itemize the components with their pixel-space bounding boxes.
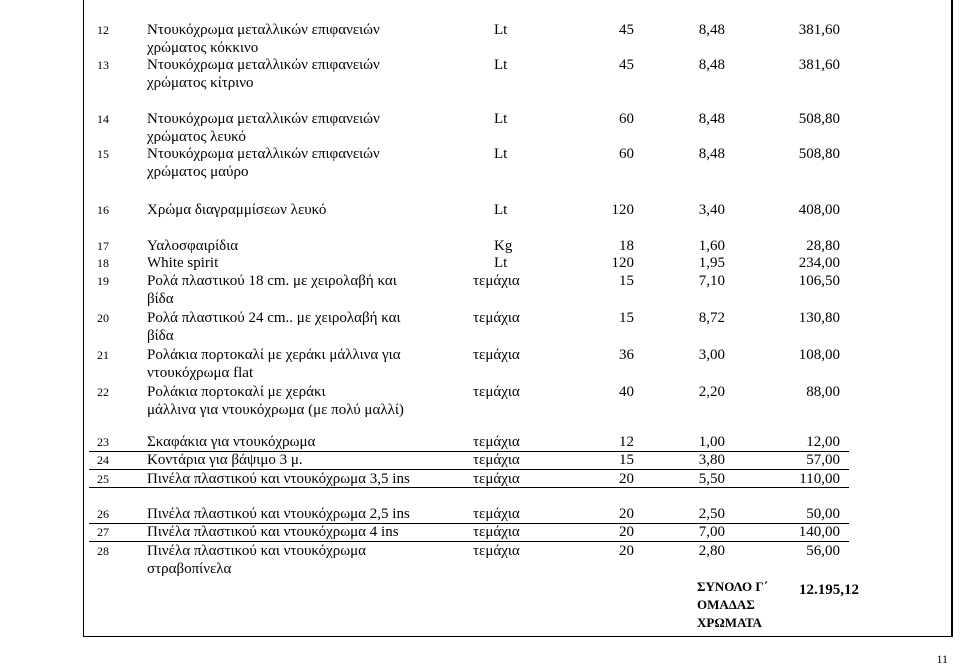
row-unit: τεμάχια bbox=[473, 434, 520, 450]
row-description: στραβοπίνελα bbox=[147, 561, 232, 577]
row-unit-price: 8,72 bbox=[698, 310, 725, 326]
row-number: 21 bbox=[97, 348, 109, 362]
row-total: 57,00 bbox=[806, 452, 840, 468]
row-unit-price: 8,48 bbox=[698, 22, 725, 38]
row-unit-price: 8,48 bbox=[698, 57, 725, 73]
row-total: 88,00 bbox=[806, 384, 840, 400]
row-quantity: 40 bbox=[619, 384, 634, 400]
row-quantity: 60 bbox=[619, 146, 634, 162]
row-unit-price: 1,00 bbox=[698, 434, 725, 450]
row-total: 50,00 bbox=[806, 506, 840, 522]
row-unit-price: 3,00 bbox=[698, 347, 725, 363]
row-description: χρώματος μαύρο bbox=[147, 164, 249, 180]
row-description: Πινέλα πλαστικού και ντουκόχρωμα 4 ins bbox=[147, 524, 399, 540]
row-total: 56,00 bbox=[806, 543, 840, 559]
row-unit-price: 8,48 bbox=[698, 146, 725, 162]
row-number: 14 bbox=[97, 112, 109, 126]
row-number: 15 bbox=[97, 147, 109, 161]
row-unit-price: 5,50 bbox=[698, 471, 725, 487]
row-number: 13 bbox=[97, 58, 109, 72]
row-description: χρώματος κίτρινο bbox=[147, 75, 254, 91]
row-total: 110,00 bbox=[799, 471, 840, 487]
row-quantity: 20 bbox=[619, 506, 634, 522]
row-unit-price: 1,60 bbox=[698, 238, 725, 254]
row-unit: Lt bbox=[494, 22, 508, 38]
row-unit-price: 3,80 bbox=[698, 452, 725, 468]
row-quantity: 20 bbox=[619, 524, 634, 540]
row-quantity: 15 bbox=[619, 273, 634, 289]
row-unit: τεμάχια bbox=[473, 506, 520, 522]
row-number: 12 bbox=[97, 23, 109, 37]
row-number: 22 bbox=[97, 385, 109, 399]
row-quantity: 45 bbox=[619, 57, 634, 73]
row-total: 381,60 bbox=[798, 22, 840, 38]
row-description: Ντουκόχρωμα μεταλλικών επιφανειών bbox=[147, 111, 380, 127]
row-number: 18 bbox=[97, 256, 109, 270]
row-description: Χρώμα διαγραμμίσεων λευκό bbox=[147, 202, 327, 218]
row-unit: Lt bbox=[494, 255, 508, 271]
summary-label-line-2: ΟΜΑΔΑΣ bbox=[697, 597, 755, 612]
row-total: 508,80 bbox=[798, 146, 840, 162]
row-unit: Lt bbox=[494, 146, 508, 162]
row-quantity: 18 bbox=[619, 238, 634, 254]
row-total: 381,60 bbox=[798, 57, 840, 73]
row-unit-price: 2,80 bbox=[698, 543, 725, 559]
row-number: 27 bbox=[97, 525, 109, 539]
row-quantity: 120 bbox=[611, 202, 634, 218]
row-description: Υαλοσφαιρίδια bbox=[147, 238, 239, 254]
row-number: 25 bbox=[97, 472, 109, 486]
row-description: βίδα bbox=[147, 291, 174, 307]
row-unit-price: 7,00 bbox=[698, 524, 725, 540]
row-description: χρώματος λευκό bbox=[147, 129, 246, 145]
row-total: 28,80 bbox=[806, 238, 840, 254]
row-unit: τεμάχια bbox=[473, 543, 520, 559]
row-total: 12,00 bbox=[806, 434, 840, 450]
row-unit: τεμάχια bbox=[473, 524, 520, 540]
row-quantity: 60 bbox=[619, 111, 634, 127]
row-number: 28 bbox=[97, 544, 109, 558]
row-description: χρώματος κόκκινο bbox=[147, 40, 259, 56]
row-total: 408,00 bbox=[798, 202, 840, 218]
row-quantity: 15 bbox=[619, 452, 634, 468]
row-description: Ρολά πλαστικού 24 cm.. με χειρολαβή και bbox=[147, 310, 401, 326]
row-quantity: 20 bbox=[619, 471, 634, 487]
row-unit: Kg bbox=[494, 238, 513, 254]
row-unit-price: 1,95 bbox=[698, 255, 725, 271]
row-unit: Lt bbox=[494, 202, 508, 218]
row-unit: τεμάχια bbox=[473, 273, 520, 289]
row-quantity: 12 bbox=[619, 434, 634, 450]
row-description: Ντουκόχρωμα μεταλλικών επιφανειών bbox=[147, 57, 380, 73]
row-number: 16 bbox=[97, 203, 109, 217]
row-quantity: 15 bbox=[619, 310, 634, 326]
row-unit: τεμάχια bbox=[473, 471, 520, 487]
row-quantity: 36 bbox=[619, 347, 634, 363]
row-number: 17 bbox=[97, 239, 109, 253]
row-unit-price: 8,48 bbox=[698, 111, 725, 127]
row-unit: τεμάχια bbox=[473, 384, 520, 400]
row-quantity: 45 bbox=[619, 22, 634, 38]
page-number: 11 bbox=[936, 652, 948, 666]
row-number: 19 bbox=[97, 274, 109, 288]
row-description: Ντουκόχρωμα μεταλλικών επιφανειών bbox=[147, 146, 380, 162]
row-unit-price: 2,20 bbox=[698, 384, 725, 400]
row-description: Ντουκόχρωμα μεταλλικών επιφανειών bbox=[147, 22, 380, 38]
row-description: βίδα bbox=[147, 328, 174, 344]
row-total: 508,80 bbox=[798, 111, 840, 127]
row-total: 106,50 bbox=[798, 273, 840, 289]
row-description: Πινέλα πλαστικού και ντουκόχρωμα 2,5 ins bbox=[147, 506, 410, 522]
row-description: White spirit bbox=[147, 255, 219, 271]
summary-label-line-3: ΧΡΩΜΑΤΑ bbox=[697, 615, 762, 630]
row-total: 234,00 bbox=[798, 255, 840, 271]
row-unit: τεμάχια bbox=[473, 347, 520, 363]
row-unit-price: 3,40 bbox=[698, 202, 725, 218]
row-total: 140,00 bbox=[798, 524, 840, 540]
row-number: 23 bbox=[97, 435, 109, 449]
row-description: μάλλινα για ντουκόχρωμα (με πολύ μαλλί) bbox=[147, 402, 404, 418]
row-unit-price: 7,10 bbox=[698, 273, 725, 289]
row-description: Πινέλα πλαστικού και ντουκόχρωμα bbox=[147, 543, 367, 559]
row-description: Ρολάκια πορτοκαλί με χεράκι μάλλινα για bbox=[147, 347, 401, 363]
row-description: Σκαφάκια για ντουκόχρωμα bbox=[147, 434, 316, 450]
row-rule bbox=[89, 541, 849, 542]
row-unit: Lt bbox=[494, 111, 508, 127]
row-description: Ρολά πλαστικού 18 cm. με χειρολαβή και bbox=[147, 273, 397, 289]
row-rule bbox=[89, 469, 849, 470]
row-total: 130,80 bbox=[798, 310, 840, 326]
row-unit: τεμάχια bbox=[473, 452, 520, 468]
row-quantity: 20 bbox=[619, 543, 634, 559]
row-number: 24 bbox=[97, 453, 109, 467]
row-quantity: 120 bbox=[611, 255, 634, 271]
row-description: ντουκόχρωμα flat bbox=[147, 365, 254, 381]
row-number: 20 bbox=[97, 311, 109, 325]
row-total: 108,00 bbox=[798, 347, 840, 363]
summary-label-line-1: ΣΥΝΟΛΟ Γ΄ bbox=[697, 579, 768, 594]
row-description: Ρολάκια πορτοκαλί με χεράκι bbox=[147, 384, 326, 400]
row-description: Πινέλα πλαστικού και ντουκόχρωμα 3,5 ins bbox=[147, 471, 410, 487]
row-unit-price: 2,50 bbox=[698, 506, 725, 522]
summary-total: 12.195,12 bbox=[799, 582, 859, 598]
row-number: 26 bbox=[97, 507, 109, 521]
row-description: Κοντάρια για βάψιμο 3 μ. bbox=[147, 452, 303, 468]
row-unit: Lt bbox=[494, 57, 508, 73]
row-unit: τεμάχια bbox=[473, 310, 520, 326]
